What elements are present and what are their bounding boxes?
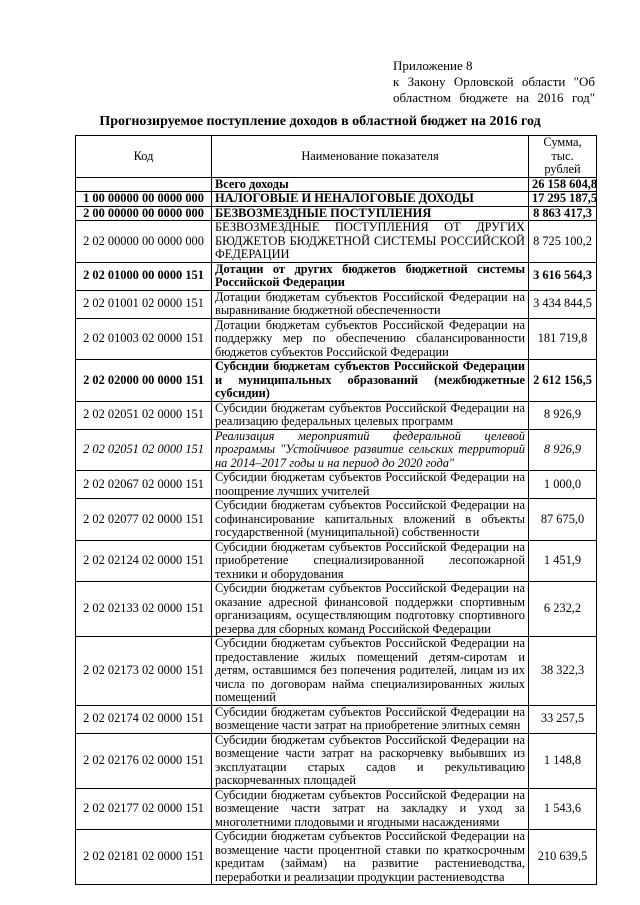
cell-name: Субсидии бюджетам субъектов Российской Федерации на возмещение части затрат на приобретение элитных семян	[212, 705, 529, 733]
cell-code: 2 02 00000 00 0000 000	[76, 221, 212, 263]
cell-code: 2 02 02176 02 0000 151	[76, 733, 212, 788]
cell-code	[76, 177, 212, 192]
header-sum-line1: Сумма,	[543, 135, 582, 149]
table-row	[76, 499, 597, 541]
table-row	[76, 318, 597, 360]
table-body	[76, 177, 597, 885]
table-row	[76, 637, 597, 706]
cell-sum: 3 434 844,5	[529, 290, 597, 318]
cell-name: Субсидии бюджетам субъектов Российской Федерации на возмещение части затрат на закладку и уход за многолетними плодовыми и ягодными насаждениями	[212, 788, 529, 830]
table-row	[76, 206, 597, 221]
cell-code: 2 02 02077 02 0000 151	[76, 499, 212, 541]
cell-sum: 8 926,9	[529, 401, 597, 429]
cell-name: Дотации бюджетам субъектов Российской Федерации на поддержку мер по обеспечению сбалансированности бюджетов субъектов Российской Федерации	[212, 318, 529, 360]
cell-sum: 8 725 100,2	[529, 221, 597, 263]
cell-name: Дотации бюджетам субъектов Российской Федерации на выравнивание бюджетной обеспеченности	[212, 290, 529, 318]
cell-sum: 26 158 604,8	[529, 177, 597, 192]
cell-sum: 33 257,5	[529, 705, 597, 733]
cell-code: 2 02 01001 02 0000 151	[76, 290, 212, 318]
table-row	[76, 540, 597, 582]
cell-sum: 1 148,8	[529, 733, 597, 788]
cell-name: Субсидии бюджетам субъектов Российской Федерации на возмещение части процентной ставки по краткосрочным кредитам (займам) на развитие растениеводства, переработки и реализации продукции растениеводства	[212, 830, 529, 885]
table-row	[76, 788, 597, 830]
cell-code: 2 02 02174 02 0000 151	[76, 705, 212, 733]
cell-sum: 1 000,0	[529, 471, 597, 499]
cell-name: БЕЗВОЗМЕЗДНЫЕ ПОСТУПЛЕНИЯ	[212, 206, 529, 221]
cell-name: Субсидии бюджетам субъектов Российской Федерации на реализацию федеральных целевых программ	[212, 401, 529, 429]
cell-sum: 87 675,0	[529, 499, 597, 541]
cell-sum: 210 639,5	[529, 830, 597, 885]
cell-name: Субсидии бюджетам субъектов Российской Федерации на оказание адресной финансовой поддержки спортивным организациям, осуществляющим подготовку спортивного резерва для сборных команд Российской Федерации	[212, 582, 529, 637]
cell-sum: 17 295 187,5	[529, 192, 597, 207]
header-code: Код	[76, 136, 212, 178]
cell-name: Субсидии бюджетам субъектов Российской Федерации на софинансирование капитальных вложений в объекты государственной (муниципальной) собственности	[212, 499, 529, 541]
table-row	[76, 471, 597, 499]
cell-name: Субсидии бюджетам субъектов Российской Федерации на поощрение лучших учителей	[212, 471, 529, 499]
appendix-line-3: областном бюджете на 2016 год"	[393, 90, 595, 105]
cell-name: НАЛОГОВЫЕ И НЕНАЛОГОВЫЕ ДОХОДЫ	[212, 192, 529, 207]
appendix-header	[393, 58, 595, 106]
cell-sum: 38 322,3	[529, 637, 597, 706]
cell-sum: 6 232,2	[529, 582, 597, 637]
cell-code: 2 02 02133 02 0000 151	[76, 582, 212, 637]
table-row	[76, 733, 597, 788]
cell-code: 2 02 02000 00 0000 151	[76, 360, 212, 402]
table-row	[76, 221, 597, 263]
cell-sum: 3 616 564,3	[529, 262, 597, 290]
cell-code: 2 02 01000 00 0000 151	[76, 262, 212, 290]
cell-code: 2 02 02051 02 0000 151	[76, 429, 212, 471]
cell-name: Субсидии бюджетам субъектов Российской Федерации на предоставление жилых помещений детям-сиротам и детям, оставшимся без попечения родителей, лицам из их числа по договорам найма специализированных жилых помещений	[212, 637, 529, 706]
cell-name: Реализация мероприятий федеральной целевой программы "Устойчивое развитие сельских территорий на 2014–2017 годы и на период до 2020 года"	[212, 429, 529, 471]
appendix-line-2: к Закону Орловской области "Об	[393, 74, 595, 89]
cell-sum: 2 612 156,5	[529, 360, 597, 402]
cell-name: Дотации от других бюджетов бюджетной системы Российской Федерации	[212, 262, 529, 290]
table-row	[76, 429, 597, 471]
cell-code: 2 02 02173 02 0000 151	[76, 637, 212, 706]
cell-code: 2 02 02181 02 0000 151	[76, 830, 212, 885]
table-row	[76, 830, 597, 885]
cell-code: 1 00 00000 00 0000 000	[76, 192, 212, 207]
cell-sum: 1 451,9	[529, 540, 597, 582]
table-row	[76, 262, 597, 290]
cell-sum: 8 863 417,3	[529, 206, 597, 221]
header-name: Наименование показателя	[212, 136, 529, 178]
cell-code: 2 02 02067 02 0000 151	[76, 471, 212, 499]
cell-code: 2 02 02051 02 0000 151	[76, 401, 212, 429]
cell-name: Субсидии бюджетам субъектов Российской Федерации на приобретение специализированной лесопожарной техники и оборудования	[212, 540, 529, 582]
document-title: Прогнозируемое поступление доходов в областной бюджет на 2016 год	[99, 114, 541, 129]
table-header-row	[76, 136, 597, 178]
cell-name: БЕЗВОЗМЕЗДНЫЕ ПОСТУПЛЕНИЯ ОТ ДРУГИХ БЮДЖЕТОВ БЮДЖЕТНОЙ СИСТЕМЫ РОССИЙСКОЙ ФЕДЕРАЦИИ	[212, 221, 529, 263]
table-row	[76, 360, 597, 402]
cell-sum: 181 719,8	[529, 318, 597, 360]
table-row	[76, 290, 597, 318]
cell-sum: 1 543,6	[529, 788, 597, 830]
cell-name: Субсидии бюджетам субъектов Российской Федерации на возмещение части затрат на раскорчевку выбывших из эксплуатации старых садов и рекультивацию раскорчеванных площадей	[212, 733, 529, 788]
cell-code: 2 02 01003 02 0000 151	[76, 318, 212, 360]
header-sum	[529, 136, 597, 178]
table-row	[76, 401, 597, 429]
table-row	[76, 192, 597, 207]
table-row	[76, 177, 597, 192]
revenue-table	[75, 135, 597, 885]
header-sum-line2: тыс. рублей	[544, 148, 581, 176]
cell-name: Всего доходы	[212, 177, 529, 192]
cell-code: 2 02 02124 02 0000 151	[76, 540, 212, 582]
table-row	[76, 582, 597, 637]
appendix-line-1: Приложение 8	[393, 58, 473, 73]
cell-code: 2 00 00000 00 0000 000	[76, 206, 212, 221]
cell-sum: 8 926,9	[529, 429, 597, 471]
table-row	[76, 705, 597, 733]
cell-name: Субсидии бюджетам субъектов Российской Федерации и муниципальных образований (межбюджетные субсидии)	[212, 360, 529, 402]
cell-code: 2 02 02177 02 0000 151	[76, 788, 212, 830]
